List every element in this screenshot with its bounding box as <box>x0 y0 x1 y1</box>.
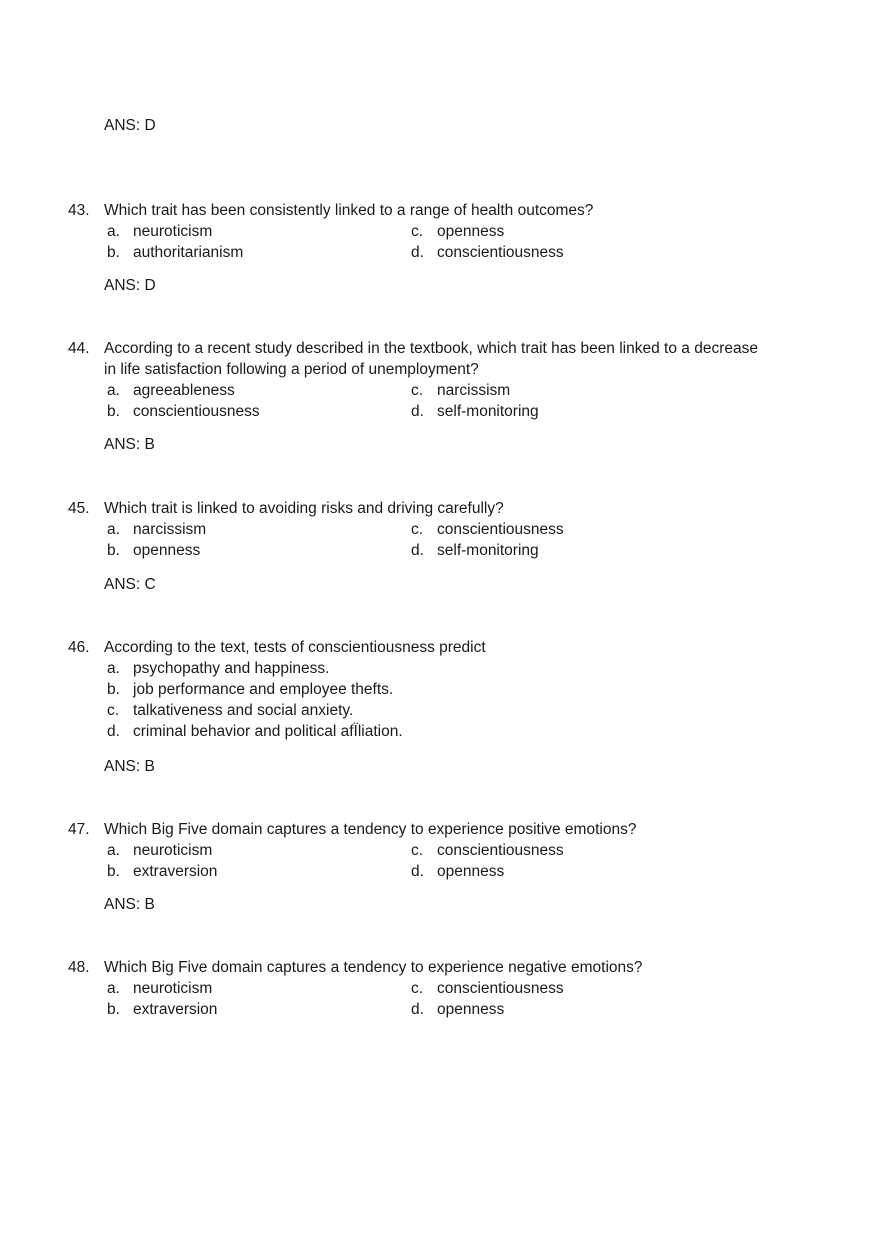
question-number: 43. <box>68 202 90 219</box>
question-text: According to a recent study described in the textbook, which trait has been linked to a decrease <box>104 340 758 357</box>
option-a: a. agreeableness <box>107 382 235 399</box>
question-48 <box>68 957 788 1020</box>
option-d: d. self-monitoring <box>411 542 539 559</box>
answer-44: ANS: B <box>104 436 155 453</box>
option-b: b. job performance and employee thefts. <box>107 681 394 698</box>
option-b: b. authoritarianism <box>107 244 244 261</box>
question-45-stem <box>68 498 788 519</box>
option-d: d. conscientiousness <box>411 244 564 261</box>
question-text: Which Big Five domain captures a tendency to experience negative emotions? <box>104 959 643 976</box>
option-b: b. extraversion <box>107 863 218 880</box>
options-grid <box>68 380 788 422</box>
option-d: d. criminal behavior and political afÏliation. <box>107 723 403 740</box>
question-number: 46. <box>68 639 90 656</box>
option-a: a. neuroticism <box>107 842 213 859</box>
option-a: a. psychopathy and happiness. <box>107 660 330 677</box>
options-list <box>68 658 788 742</box>
question-45 <box>68 498 788 561</box>
question-43-stem <box>68 200 788 221</box>
option-b: b. conscientiousness <box>107 403 260 420</box>
option-d: d. openness <box>411 1001 505 1018</box>
answer-42: ANS: D <box>104 117 156 134</box>
question-44 <box>68 338 788 422</box>
question-text-continued: in life satisfaction following a period of unemployment? <box>104 361 479 378</box>
question-47 <box>68 819 788 882</box>
question-47-stem <box>68 819 788 840</box>
options-grid <box>68 978 788 1020</box>
question-text: According to the text, tests of conscientiousness predict <box>104 639 486 656</box>
question-number: 45. <box>68 500 90 517</box>
question-46-stem <box>68 637 788 658</box>
answer-45: ANS: C <box>104 576 156 593</box>
option-c: c. talkativeness and social anxiety. <box>107 702 354 719</box>
answer-47: ANS: B <box>104 896 155 913</box>
options-grid <box>68 221 788 263</box>
question-text: Which trait has been consistently linked to a range of health outcomes? <box>104 202 594 219</box>
question-46 <box>68 637 788 742</box>
question-text: Which trait is linked to avoiding risks and driving carefully? <box>104 500 504 517</box>
question-number: 48. <box>68 959 90 976</box>
option-d: d. self-monitoring <box>411 403 539 420</box>
options-grid <box>68 840 788 882</box>
option-c: c. conscientiousness <box>411 842 564 859</box>
option-b: b. openness <box>107 542 201 559</box>
option-c: c. conscientiousness <box>411 521 564 538</box>
question-number: 44. <box>68 340 90 357</box>
question-43 <box>68 200 788 263</box>
option-c: c. narcissism <box>411 382 511 399</box>
option-c: c. conscientiousness <box>411 980 564 997</box>
question-text: Which Big Five domain captures a tendency to experience positive emotions? <box>104 821 637 838</box>
question-48-stem <box>68 957 788 978</box>
options-grid <box>68 519 788 561</box>
answer-46: ANS: B <box>104 758 155 775</box>
option-c: c. openness <box>411 223 505 240</box>
option-b: b. extraversion <box>107 1001 218 1018</box>
option-a: a. narcissism <box>107 521 207 538</box>
question-number: 47. <box>68 821 90 838</box>
option-a: a. neuroticism <box>107 980 213 997</box>
question-44-stem <box>68 338 788 380</box>
option-d: d. openness <box>411 863 505 880</box>
answer-43: ANS: D <box>104 277 156 294</box>
option-a: a. neuroticism <box>107 223 213 240</box>
